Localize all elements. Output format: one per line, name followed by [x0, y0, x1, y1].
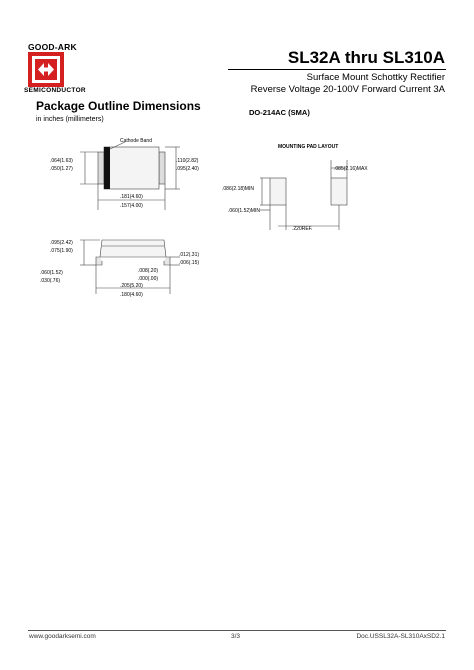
units-note: in inches (millimeters): [36, 116, 104, 123]
section-title: Package Outline Dimensions: [36, 99, 201, 113]
top-dim-l-max: .181(4.60): [120, 194, 143, 200]
pad-dim-gap: .060(1.52)MIN: [228, 208, 260, 214]
top-view-drawing: [30, 134, 220, 214]
package-name: DO-214AC (SMA): [249, 108, 310, 117]
product-ratings: Reverse Voltage 20-100V Forward Current 3A: [250, 84, 445, 95]
good-ark-logo-icon: [28, 52, 64, 87]
top-dim-l-min: .157(4.00): [120, 203, 143, 209]
side-view-drawing: [30, 232, 220, 302]
logo-company-name: GOOD-ARK: [28, 42, 77, 52]
pad-dim-span: .220REF.: [292, 226, 313, 232]
product-description: Surface Mount Schottky Rectifier: [306, 72, 445, 83]
top-dim-h-min: .050(1.27): [50, 166, 73, 172]
cathode-band: [104, 147, 110, 189]
top-dim-w-max: .110(2.82): [176, 158, 199, 164]
side-dim-lead-max: .012(.31): [179, 252, 200, 258]
footer-page-number: 3/3: [231, 633, 241, 640]
footer-divider: [28, 630, 446, 631]
footer-website: www.goodarksemi.com: [29, 633, 96, 640]
side-dim-h-max: .095(2.42): [50, 240, 73, 246]
side-dim-lt-min: .000(.00): [138, 276, 159, 282]
cathode-band-label: Cathode Band: [120, 138, 152, 144]
side-dim-foot-min: .030(.76): [40, 278, 61, 284]
side-dim-total-min: .180(4.60): [120, 292, 143, 298]
side-dim-foot-max: .060(1.52): [40, 270, 63, 276]
top-dim-w-min: .095(2.40): [176, 166, 199, 172]
side-dim-lead-min: .006(.15): [179, 260, 200, 266]
side-dim-h-min: .075(1.90): [50, 248, 73, 254]
pad-dim-w: .085(2.16)MAX: [334, 166, 368, 172]
pad-left: [270, 178, 286, 205]
pad-right: [331, 178, 347, 205]
top-dim-h-max: .064(1.63): [50, 158, 73, 164]
side-dim-total-max: .205(5.20): [120, 283, 143, 289]
pad-dim-h: .086(2.18)MIN: [222, 186, 254, 192]
mounting-pad-drawing: [200, 138, 380, 238]
footer-document-id: Doc.USSL32A-SL310AxSD2.1: [356, 633, 445, 640]
side-dim-lt-max: .008(.20): [138, 268, 159, 274]
header-divider: [228, 69, 446, 70]
logo-subtitle: SEMICONDUCTOR: [24, 87, 86, 94]
document-title: SL32A thru SL310A: [287, 48, 445, 67]
mounting-pad-title: MOUNTING PAD LAYOUT: [278, 144, 339, 150]
